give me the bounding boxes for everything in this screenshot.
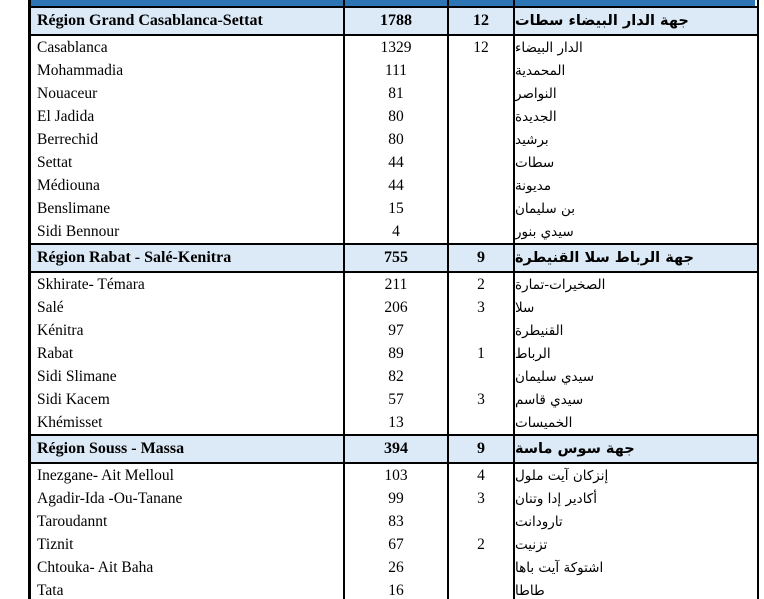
region-header-row [31,243,757,273]
city-name-ar: الدار البيضاء [513,36,755,59]
region-count2: 12 [447,8,513,34]
city-count1: 103 [343,464,447,487]
city-name-ar: سيدي قاسم [513,388,755,411]
city-count1: 206 [343,296,447,319]
city-count2 [447,510,513,533]
city-name-fr: Khémisset [37,413,103,431]
city-count2 [447,82,513,105]
city-name-ar: المحمدية [513,59,755,82]
city-count2 [447,579,513,599]
city-name-fr: Taroudannt [37,512,108,530]
city-count2 [447,128,513,151]
city-count2: 4 [447,464,513,487]
city-count2 [447,105,513,128]
city-row [31,36,757,59]
city-count2 [447,197,513,220]
city-count1: 1329 [343,36,447,59]
city-name-ar: الرباط [513,342,755,365]
city-count2: 12 [447,36,513,59]
city-count2: 2 [447,273,513,296]
city-count1: 82 [343,365,447,388]
city-name-ar: اشتوكة آيت باها [513,556,755,579]
city-name-ar: طاطا [513,579,755,599]
city-name-fr: Tiznit [37,535,74,553]
city-row [31,197,757,220]
city-name-ar: سيدي بنور [513,220,755,243]
region-name-ar: جهة سوس ماسة [513,436,755,462]
city-name-fr: Benslimane [37,199,111,217]
city-name-fr: Kénitra [37,321,84,339]
city-name-fr: Rabat [37,344,74,362]
region-count1: 755 [343,245,447,271]
city-row [31,365,757,388]
city-count1: 89 [343,342,447,365]
city-name-fr: El Jadida [37,107,95,125]
region-header-row [31,434,757,464]
city-count1: 15 [343,197,447,220]
city-name-fr: Inezgane- Ait Melloul [37,466,174,484]
city-row [31,487,757,510]
city-count1: 83 [343,510,447,533]
city-count2: 3 [447,487,513,510]
regional-statistics-table [28,0,759,599]
region-count1: 394 [343,436,447,462]
city-row [31,220,757,243]
city-name-ar: سلا [513,296,755,319]
region-count2: 9 [447,245,513,271]
city-count1: 81 [343,82,447,105]
city-count1: 111 [343,59,447,82]
city-row [31,556,757,579]
region-count1: 1788 [343,8,447,34]
region-header-row [31,6,757,36]
city-count2 [447,319,513,342]
city-name-fr: Nouaceur [37,84,98,102]
city-name-ar: إنزكان آيت ملول [513,464,755,487]
city-count1: 97 [343,319,447,342]
city-row [31,151,757,174]
city-row [31,105,757,128]
region-name-fr: Région Souss - Massa [37,440,185,457]
city-count1: 44 [343,174,447,197]
city-name-fr: Settat [37,153,73,171]
city-row [31,82,757,105]
city-name-ar: القنيطرة [513,319,755,342]
city-count2: 3 [447,296,513,319]
city-name-ar: سيدي سليمان [513,365,755,388]
city-name-fr: Sidi Slimane [37,367,117,385]
region-name-ar: جهة الرباط سلا القنيطرة [513,245,755,271]
city-count2: 3 [447,388,513,411]
city-count2: 2 [447,533,513,556]
city-count1: 16 [343,579,447,599]
city-count2 [447,151,513,174]
city-row [31,273,757,296]
city-count2 [447,174,513,197]
city-name-fr: Médiouna [37,176,100,194]
city-row [31,510,757,533]
city-count1: 67 [343,533,447,556]
city-name-fr: Casablanca [37,38,108,56]
city-name-fr: Mohammadia [37,61,124,79]
city-name-fr: Tata [37,581,64,599]
city-name-ar: تارودانت [513,510,755,533]
city-row [31,464,757,487]
city-row [31,411,757,434]
city-name-ar: الجديدة [513,105,755,128]
city-row [31,296,757,319]
city-count1: 13 [343,411,447,434]
city-name-fr: Sidi Kacem [37,390,110,408]
city-count1: 80 [343,128,447,151]
city-count2: 1 [447,342,513,365]
city-row [31,174,757,197]
city-count2 [447,365,513,388]
city-name-fr: Skhirate- Témara [37,275,145,293]
city-count2 [447,220,513,243]
city-count1: 26 [343,556,447,579]
city-count1: 211 [343,273,447,296]
city-count1: 57 [343,388,447,411]
city-row [31,128,757,151]
region-name-ar: جهة الدار البيضاء سطات [513,8,755,34]
region-name-fr: Région Rabat - Salé-Kenitra [37,249,232,266]
city-name-ar: تزنيت [513,533,755,556]
city-row [31,579,757,599]
region-name-fr: Région Grand Casablanca-Settat [37,12,263,29]
city-count2 [447,411,513,434]
city-name-ar: الخميسات [513,411,755,434]
city-count1: 99 [343,487,447,510]
city-row [31,388,757,411]
city-name-fr: Chtouka- Ait Baha [37,558,154,576]
region-count2: 9 [447,436,513,462]
city-row [31,342,757,365]
city-name-ar: برشيد [513,128,755,151]
city-row [31,533,757,556]
city-name-ar: الصخيرات-تمارة [513,273,755,296]
city-name-fr: Agadir-Ida -Ou-Tanane [37,489,183,507]
city-name-fr: Berrechid [37,130,99,148]
city-name-fr: Sidi Bennour [37,222,120,240]
city-name-ar: سطات [513,151,755,174]
city-count2 [447,59,513,82]
city-count1: 44 [343,151,447,174]
city-count1: 4 [343,220,447,243]
city-count1: 80 [343,105,447,128]
city-row [31,319,757,342]
city-name-ar: مديونة [513,174,755,197]
city-name-fr: Salé [37,298,64,316]
city-name-ar: أكادير إدا وتنان [513,487,755,510]
city-name-ar: بن سليمان [513,197,755,220]
city-row [31,59,757,82]
city-name-ar: النواصر [513,82,755,105]
city-count2 [447,556,513,579]
